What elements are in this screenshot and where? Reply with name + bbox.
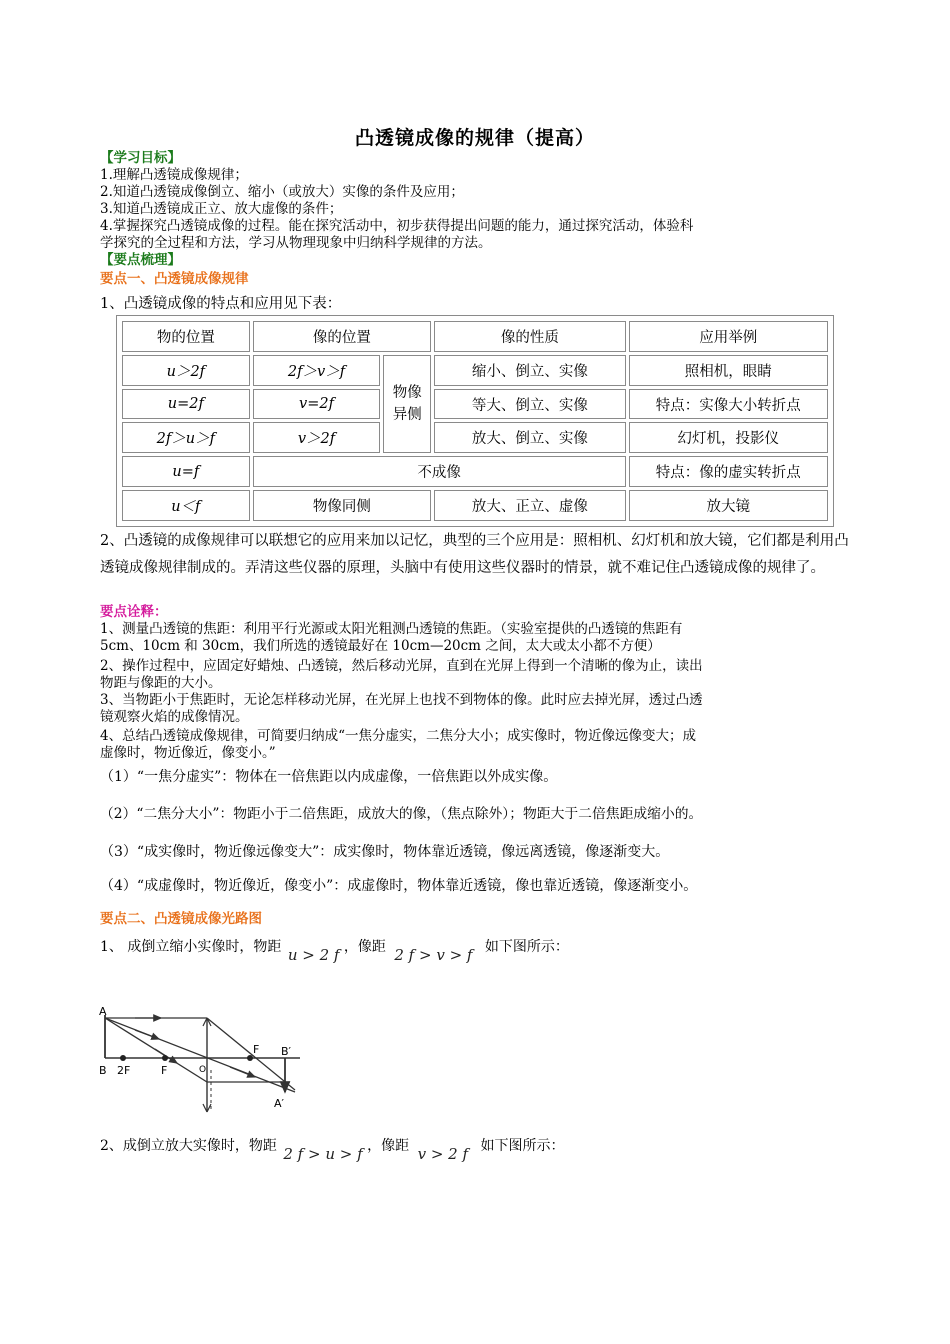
case2-object-distance-formula: 2 f > u > f [283, 1145, 363, 1163]
cell-nature: 缩小、倒立、实像 [434, 355, 625, 386]
case2-image-distance-formula: v > 2 f [417, 1145, 469, 1163]
label-o: O [199, 1065, 207, 1075]
goal-item: 2.知道凸透镜成像倒立、缩小（或放大）实像的条件及应用； [100, 184, 464, 200]
cell-object: u＜f [122, 490, 250, 521]
goal-item: 4.掌握探究凸透镜成像的过程。能在探究活动中，初步获得提出问题的能力，通过探究活动，体验科 [100, 218, 694, 234]
case1-image-distance-formula: 2 f > v > f [394, 946, 473, 964]
cell-opposite-sides: 物像异侧 [383, 355, 431, 453]
rule-item: （4）“成虚像时，物近像近，像变小”：成虚像时，物体靠近透镜，像也靠近透镜，像逐渐变小。 [100, 878, 698, 894]
label-f: F [161, 1064, 168, 1077]
goals-heading: 【学习目标】 [100, 150, 181, 166]
case1-line [100, 936, 569, 964]
rule-item: （2）“二焦分大小”：物距小于二倍焦距，成放大的像，（焦点除外）；物距大于二倍焦距成缩小的。 [100, 806, 703, 822]
case1-text: 1、 成倒立缩小实像时，物距 [100, 939, 282, 955]
cell-image: v=2f [253, 389, 381, 420]
explain-line: 4、总结凸透镜成像规律，可简要归纳成“一焦分虚实，二焦分大小；成实像时，物近像远像变大；成 [100, 728, 696, 744]
cell-use: 照相机，眼睛 [629, 355, 828, 386]
header-application: 应用举例 [629, 321, 828, 352]
cell-object: u=f [122, 456, 250, 487]
point1-heading: 要点一、凸透镜成像规律 [100, 271, 249, 287]
ray-center [105, 1018, 295, 1092]
label-2f: 2F [117, 1064, 131, 1077]
rule-item: （3）“成实像时，物近像远像变大”：成实像时，物体靠近透镜，像远离透镜，像逐渐变大。 [100, 844, 670, 860]
outline-heading: 【要点梳理】 [100, 252, 181, 268]
label-b-image: B′ [281, 1045, 292, 1058]
table-intro: 1、凸透镜成像的特点和应用见下表： [100, 296, 342, 312]
explain-line: 镜观察火焰的成像情况。 [100, 709, 249, 725]
explain-line: 2、操作过程中，应固定好蜡烛、凸透镜，然后移动光屏，直到在光屏上得到一个清晰的像为止，读出 [100, 658, 703, 674]
label-a: A [99, 1005, 107, 1018]
ray-through-focus [105, 1018, 290, 1082]
explain-line: 5cm、10cm 和 30cm，我们所选的透镜最好在 10cm—20cm 之间，太大或太小都不方便） [100, 638, 661, 654]
point2-heading: 要点二、凸透镜成像光路图 [100, 911, 262, 927]
cell-use: 特点：实像大小转折点 [629, 389, 828, 420]
explain-line: 物距与像距的大小。 [100, 675, 222, 691]
explain-line: 虚像时，物近像近，像变小。” [100, 745, 276, 761]
case2-text: ，像距 [367, 1138, 410, 1154]
lens-table [116, 315, 834, 527]
cell-object: 2f＞u＞f [122, 422, 250, 453]
focus-f-point [162, 1055, 168, 1061]
page-title: 凸透镜成像的规律（提高） [354, 127, 595, 149]
label-f-right: F [253, 1043, 260, 1056]
focus-2f-point [120, 1055, 126, 1061]
cell-nature: 放大、倒立、实像 [434, 422, 625, 453]
cell-use: 放大镜 [629, 490, 828, 521]
cell-image: 2f＞v＞f [253, 355, 381, 386]
ray-diagram-reduced-image [95, 1000, 305, 1120]
header-image-position: 像的位置 [253, 321, 432, 352]
goal-item: 1.理解凸透镜成像规律； [100, 167, 248, 183]
cell-nature: 等大、倒立、实像 [434, 389, 625, 420]
goal-item: 学探究的全过程和方法，学习从物理现象中归纳科学规律的方法。 [100, 235, 492, 251]
header-image-nature: 像的性质 [434, 321, 625, 352]
explain-heading: 要点诠释： [100, 604, 168, 620]
case1-text: ，像距 [343, 939, 386, 955]
cell-image: v＞2f [253, 422, 381, 453]
cell-object: u＞2f [122, 355, 250, 386]
cell-object: u=2f [122, 389, 250, 420]
case2-text: 2、成倒立放大实像时，物距 [100, 1138, 277, 1154]
explain-line: 3、当物距小于焦距时，无论怎样移动光屏，在光屏上也找不到物体的像。此时应去掉光屏，透过凸透 [100, 692, 703, 708]
label-b: B [99, 1064, 107, 1077]
label-a-image: A′ [274, 1097, 285, 1110]
rule-item: （1）“一焦分虚实”：物体在一倍焦距以内成虚像，一倍焦距以外成实像。 [100, 769, 558, 785]
cell-image: 物像同侧 [253, 490, 432, 521]
explain-line: 1、测量凸透镜的焦距：利用平行光源或太阳光粗测凸透镜的焦距。（实验室提供的凸透镜的焦距有 [100, 621, 683, 637]
memory-paragraph: 2、凸透镜的成像规律可以联想它的应用来加以记忆，典型的三个应用是：照相机、幻灯机和放大镜，它们都是利用凸透镜成像规律制成的。弄清这些仪器的原理，头脑中有使用这些仪器时的情景，就不难记住凸透镜成像的规律了。 [100, 533, 849, 576]
cell-nature: 放大、正立、虚像 [434, 490, 625, 521]
case1-text: 如下图所示： [484, 939, 569, 955]
cell-use: 幻灯机，投影仪 [629, 422, 828, 453]
header-object-position: 物的位置 [122, 321, 250, 352]
goal-item: 3.知道凸透镜成正立、放大虚像的条件； [100, 201, 343, 217]
case2-line [100, 1135, 565, 1163]
case1-object-distance-formula: u > 2 f [287, 946, 340, 964]
case2-text: 如下图所示： [480, 1138, 565, 1154]
cell-use: 特点：像的虚实转折点 [629, 456, 828, 487]
cell-no-image: 不成像 [253, 456, 626, 487]
